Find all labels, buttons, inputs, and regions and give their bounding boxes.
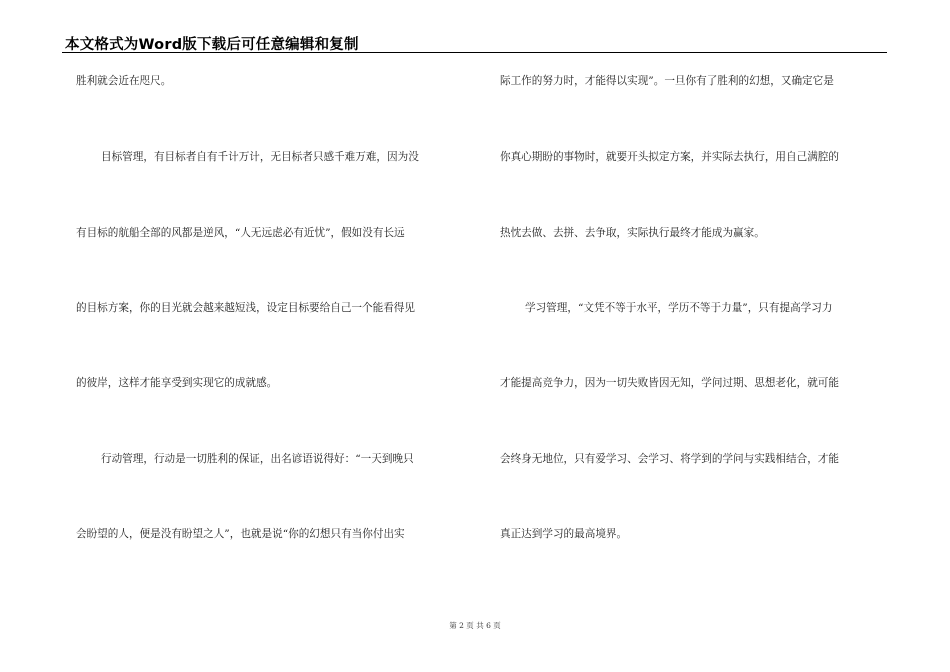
paragraph-line: 真正达到学习的最高境界。 (500, 528, 628, 540)
paragraph-line: 学习管理，“文凭不等于水平，学历不等于力量”，只有提高学习力 (525, 302, 833, 314)
paragraph-line: 胜利就会近在咫尺。 (76, 75, 172, 87)
paragraph-line: 的彼岸，这样才能享受到实现它的成就感。 (76, 377, 278, 389)
paragraph-line: 际工作的努力时，才能得以实现”。一旦你有了胜利的幻想，又确定它是 (500, 75, 834, 87)
page-number-footer: 第 2 页 共 6 页 (449, 621, 501, 630)
paragraph-line: 会盼望的人，便是没有盼望之人”，也就是说“你的幻想只有当你付出实 (76, 528, 405, 540)
paragraph-line: 你真心期盼的事物时，就要开头拟定方案，并实际去执行，用自己满腔的 (500, 151, 839, 163)
paragraph-line: 热忱去做、去拼、去争取，实际执行最终才能成为赢家。 (500, 227, 765, 239)
header-divider (62, 52, 887, 53)
document-header-title: 本文格式为Word版下载后可任意编辑和复制 (65, 37, 359, 53)
paragraph-line: 的目标方案，你的目光就会越来越短浅，设定目标要给自己一个能看得见 (76, 302, 415, 314)
paragraph-line: 有目标的航船全部的风都是逆风，“人无远虑必有近忧”，假如没有长远 (76, 227, 405, 239)
paragraph-line: 目标管理，有目标者自有千计万计，无目标者只感千难万难，因为没 (101, 151, 419, 163)
paragraph-line: 会终身无地位，只有爱学习、会学习、将学到的学问与实践相结合，才能 (500, 453, 839, 465)
paragraph-line: 才能提高竞争力，因为一切失败皆因无知，学问过期、思想老化，就可能 (500, 377, 839, 389)
paragraph-line: 行动管理，行动是一切胜利的保证，出名谚语说得好：“一天到晚只 (101, 453, 414, 465)
